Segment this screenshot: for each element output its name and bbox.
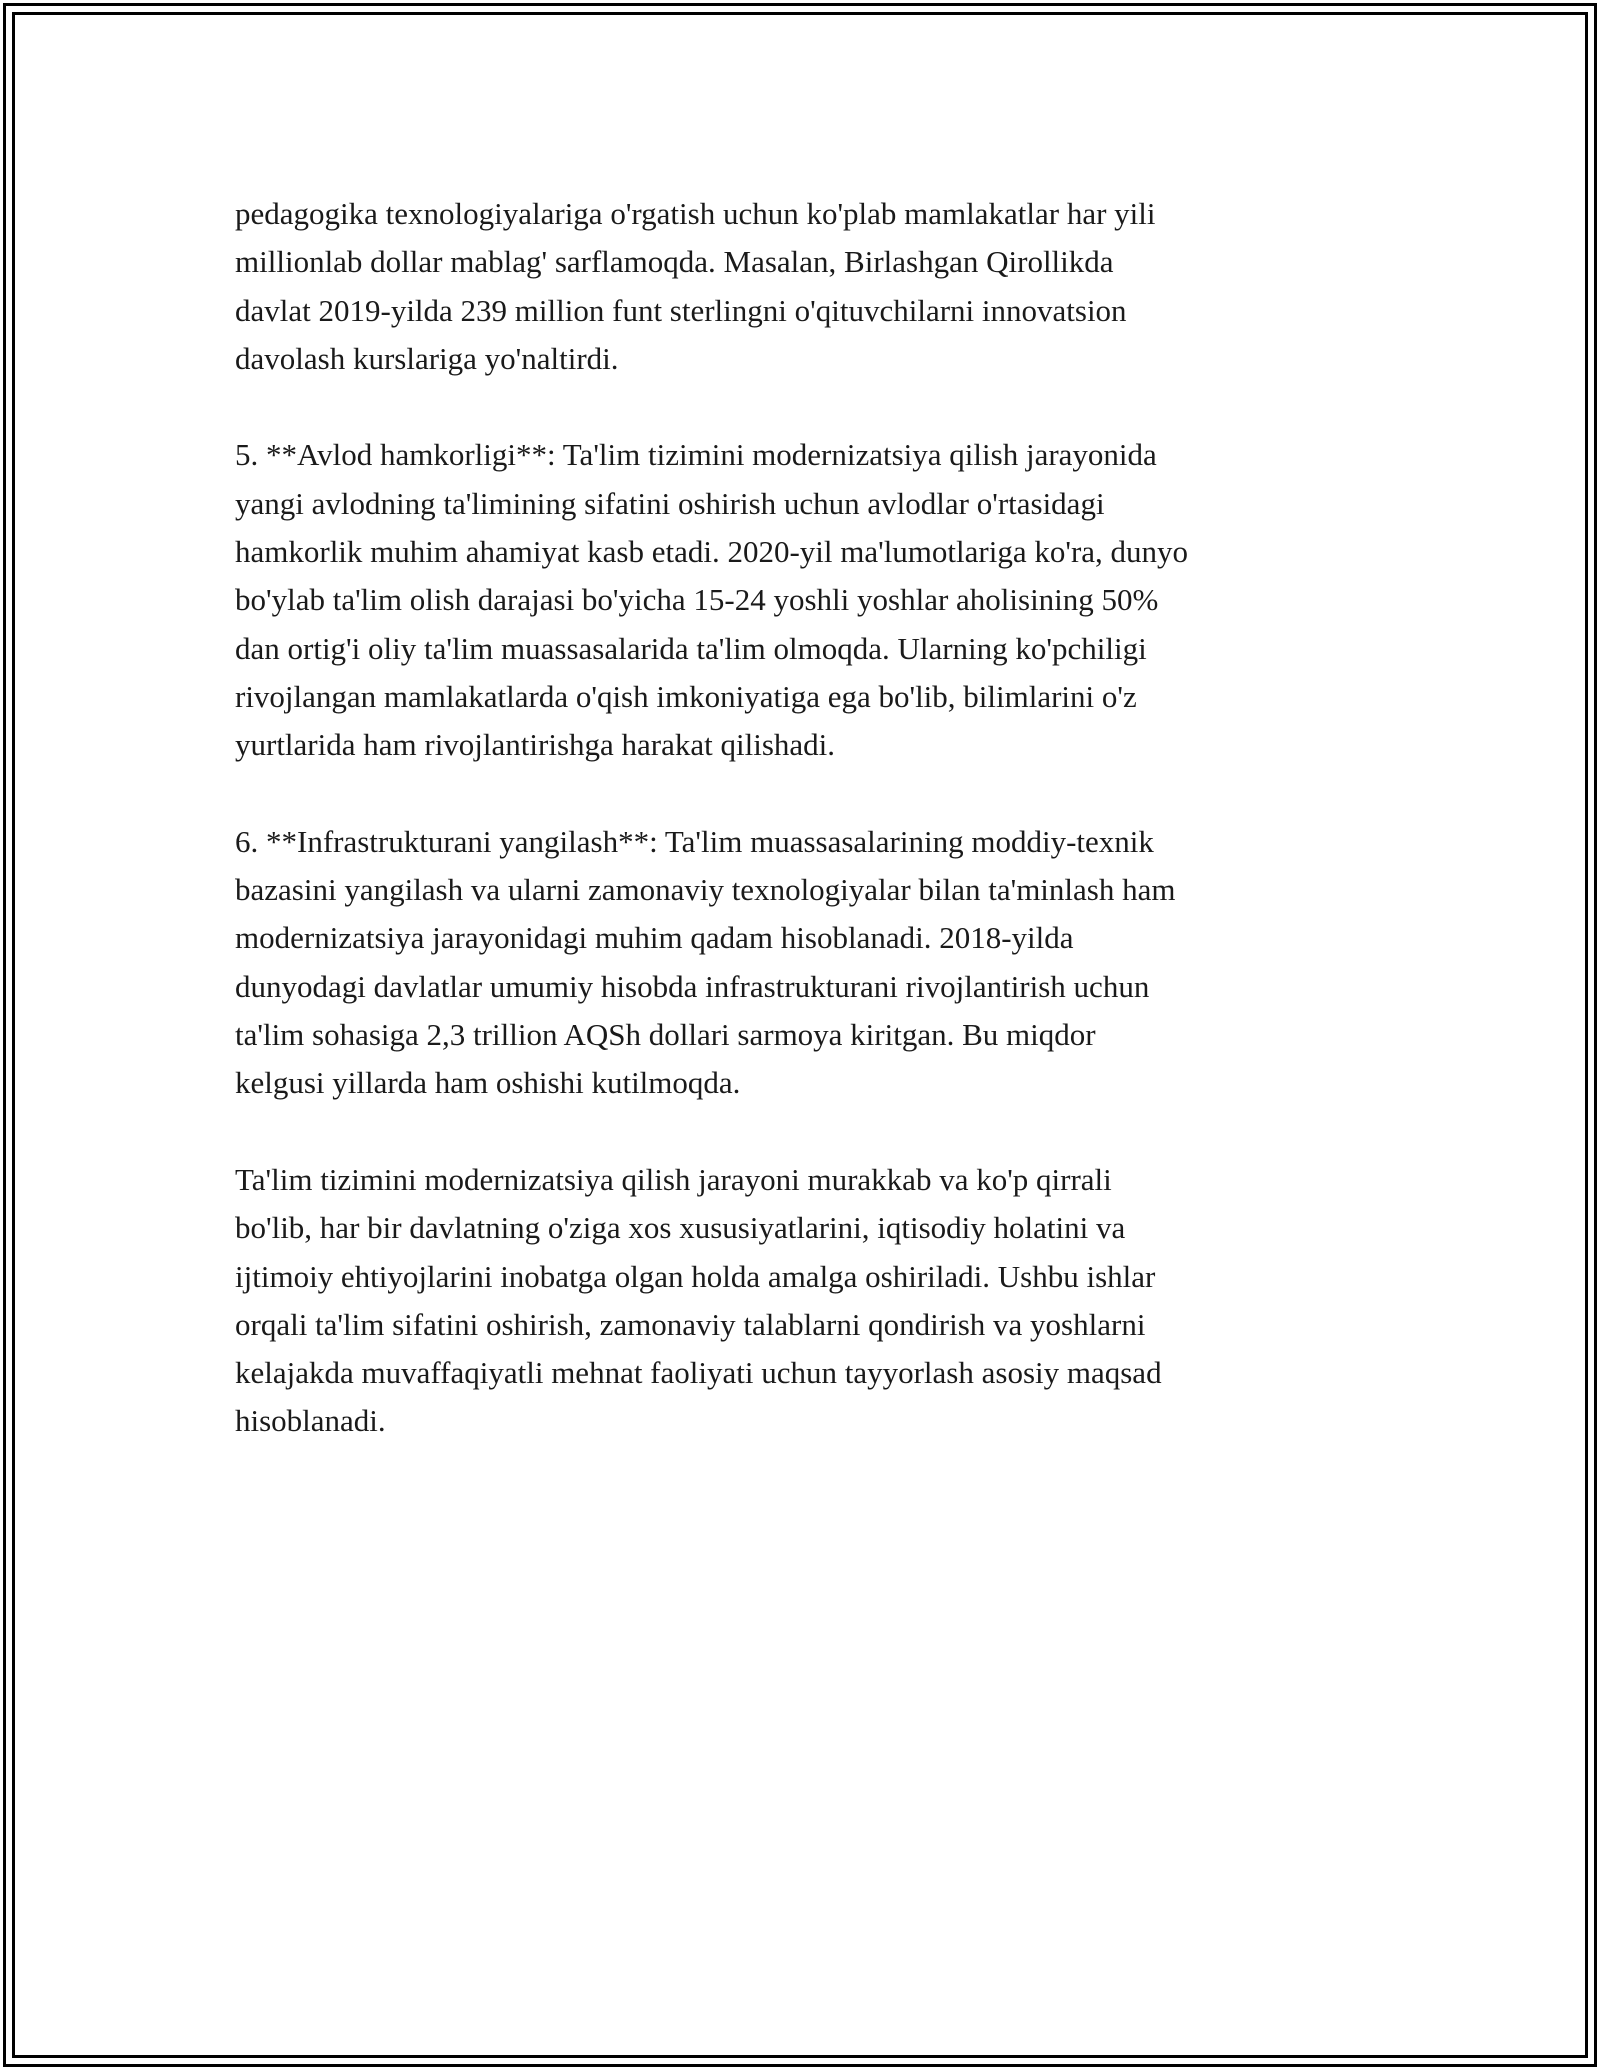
document-body xyxy=(235,190,1385,1494)
text-line: hisoblanadi. xyxy=(235,1403,386,1439)
paragraph-generation-cooperation xyxy=(235,431,1385,769)
text-line: pedagogika texnologiyalariga o'rgatish uchun ko'plab mamlakatlar har yili xyxy=(235,196,1156,231)
text-line: Ta'lim tizimini modernizatsiya qilish jarayoni murakkab va ko'p qirrali xyxy=(235,1161,1112,1197)
text-line: dan ortig'i oliy ta'lim muassasalarida ta'lim olmoqda. Ularning ko'pchiligi xyxy=(235,630,1147,666)
text-line: ijtimoiy ehtiyojlarini inobatga olgan holda amalga oshiriladi. Ushbu ishlar xyxy=(235,1258,1156,1294)
text-line: davlat 2019-yilda 239 million funt sterlingni o'qituvchilarni innovatsion xyxy=(235,292,1127,328)
text-line: rivojlangan mamlakatlarda o'qish imkoniyatiga ega bo'lib, bilimlarini o'z xyxy=(235,678,1137,714)
text-line: yangi avlodning ta'limining sifatini oshirish uchun avlodlar o'rtasidagi xyxy=(235,485,1105,521)
text-line: kelajakda muvaffaqiyatli mehnat faoliyati uchun tayyorlash asosiy maqsad xyxy=(235,1355,1162,1391)
paragraph-infrastructure-renewal xyxy=(235,818,1385,1108)
text-line: ta'lim sohasiga 2,3 trillion AQSh dollari sarmoya kiritgan. Bu miqdor xyxy=(235,1017,1096,1053)
text-line: yurtlarida ham rivojlantirishga harakat qilishadi. xyxy=(235,727,836,763)
text-line: 6. **Infrastrukturani yangilash**: Ta'lim muassasalarining moddiy-texnik xyxy=(235,823,1154,859)
paragraph-conclusion xyxy=(235,1156,1385,1446)
text-line: modernizatsiya jarayonidagi muhim qadam hisoblanadi. 2018-yilda xyxy=(235,920,1074,956)
text-line: kelgusi yillarda ham oshishi kutilmoqda. xyxy=(235,1065,741,1101)
text-line: orqali ta'lim sifatini oshirish, zamonaviy talablarni qondirish va yoshlarni xyxy=(235,1306,1146,1342)
text-line: bo'lib, har bir davlatning o'ziga xos xususiyatlarini, iqtisodiy holatini va xyxy=(235,1210,1126,1246)
text-line: davolash kurslariga yo'naltirdi. xyxy=(235,340,619,376)
text-line: 5. **Avlod hamkorligi**: Ta'lim tizimini modernizatsiya qilish jarayonida xyxy=(235,437,1157,473)
text-line: bazasini yangilash va ularni zamonaviy texnologiyalar bilan ta'minlash ham xyxy=(235,872,1176,908)
text-line: millionlab dollar mablag' sarflamoqda. Masalan, Birlashgan Qirollikda xyxy=(235,244,1114,280)
text-line: dunyodagi davlatlar umumiy hisobda infrastrukturani rivojlantirish uchun xyxy=(235,968,1150,1004)
text-line: bo'ylab ta'lim olish darajasi bo'yicha 15-24 yoshli yoshlar aholisining 50% xyxy=(235,582,1159,618)
text-line: hamkorlik muhim ahamiyat kasb etadi. 2020-yil ma'lumotlariga ko'ra, dunyo xyxy=(235,534,1189,570)
paragraph-training-investment xyxy=(235,190,1385,383)
